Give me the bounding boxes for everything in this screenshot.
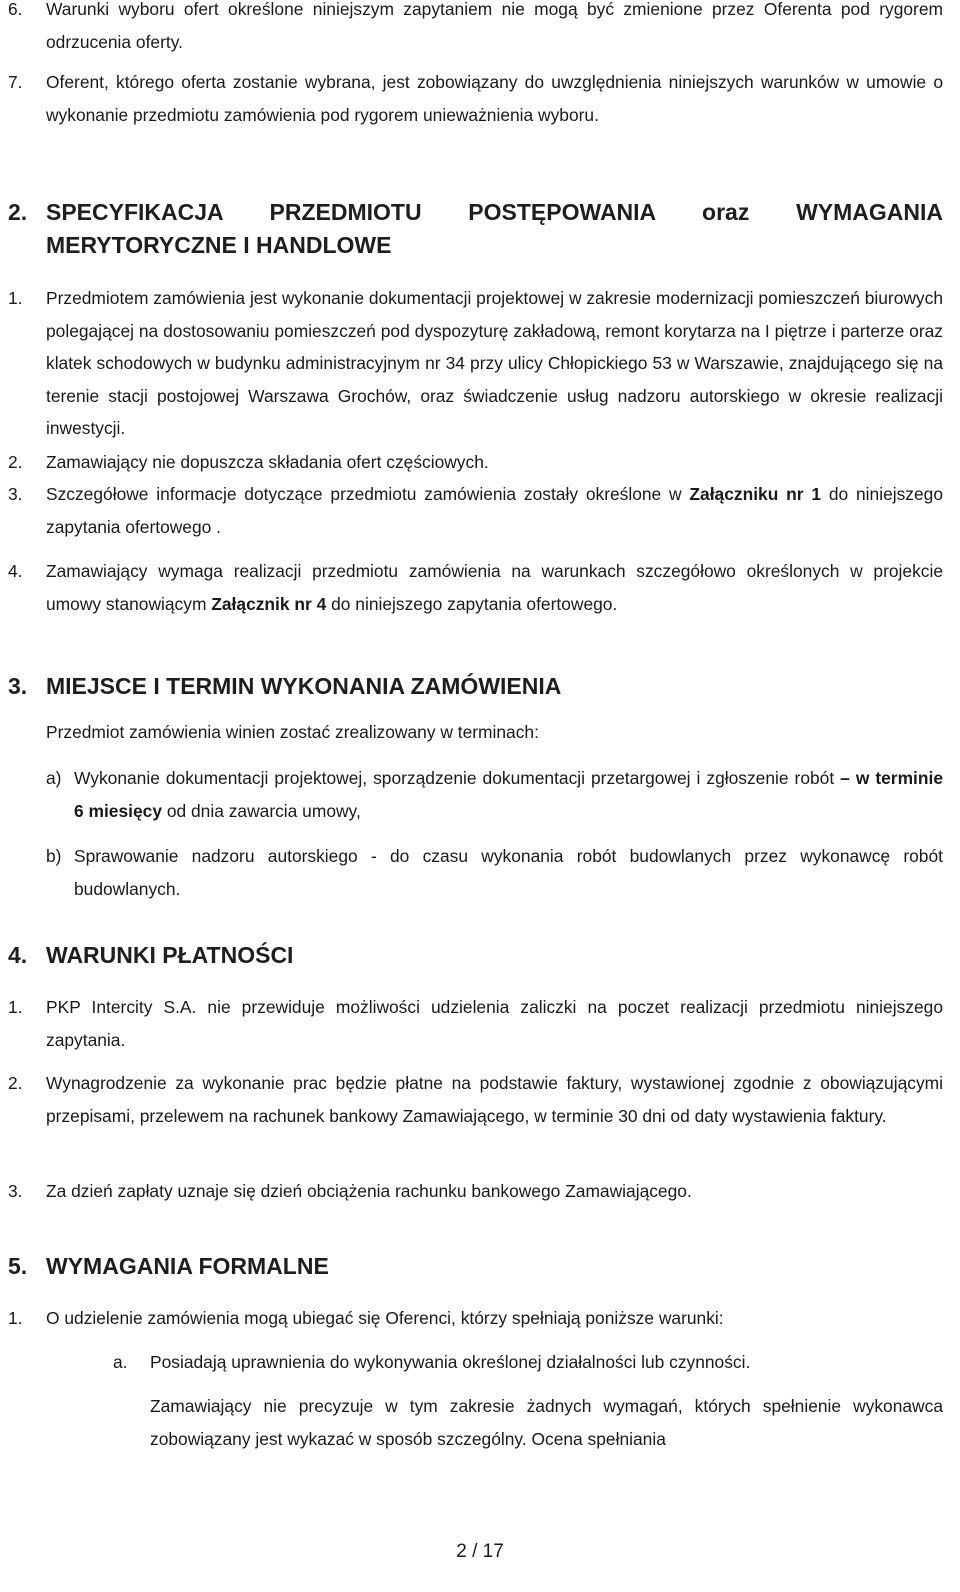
item-label: a)	[46, 768, 62, 788]
item-text	[74, 762, 943, 827]
section-number: 3.	[8, 673, 28, 699]
list-item	[8, 1175, 943, 1208]
text-run: do niniejszego zapytania ofertowego.	[326, 593, 618, 614]
list-item	[8, 282, 943, 446]
item-label: a.	[113, 1352, 128, 1372]
item-number: 2.	[8, 452, 23, 472]
text-run: od dnia zawarcia umowy,	[162, 800, 361, 821]
item-text: Oferent, którego oferta zostanie wybrana, jest zobowiązany do uwzględnienia niniejszych warunków w umowie o wykonanie przedmiotu zamówienia pod rygorem unieważnienia wyboru.	[46, 72, 943, 125]
item-number: 1.	[8, 1308, 23, 1328]
item-text: Sprawowanie nadzoru autorskiego - do czasu wykonania robót budowlanych przez wykonawcę robót budowlanych.	[74, 846, 943, 899]
item-number: 2.	[8, 1073, 23, 1093]
item-text: O udzielenie zamówienia mogą ubiegać się Oferenci, którzy spełniają poniższe warunki:	[46, 1308, 724, 1328]
section-number: 4.	[8, 942, 28, 968]
section-number: 5.	[8, 1253, 28, 1279]
section-number: 2.	[8, 199, 28, 225]
list-item	[113, 1346, 943, 1379]
item-number: 6.	[8, 0, 23, 19]
section-heading	[8, 196, 943, 262]
item-number: 4.	[8, 561, 23, 581]
item-text: Warunki wyboru ofert określone niniejszym zapytaniem nie mogą być zmienione przez Oferenta pod rygorem odrzucenia oferty.	[46, 0, 943, 52]
section-heading	[8, 670, 943, 703]
page-number: 2 / 17	[456, 1541, 504, 1562]
item-number: 3.	[8, 484, 23, 504]
section-title-line2: MERYTORYCZNE I HANDLOWE	[46, 232, 392, 258]
item-text: PKP Intercity S.A. nie przewiduje możliwości udzielenia zaliczki na poczet realizacji przedmiotu niniejszego zapytania.	[46, 997, 943, 1050]
item-text: Za dzień zapłaty uznaje się dzień obciążenia rachunku bankowego Zamawiającego.	[46, 1181, 692, 1201]
note-paragraph: Zamawiający nie precyzuje w tym zakresie żadnych wymagań, których spełnienie wykonawca zobowiązany jest wykazać w sposób szczególny. Ocena spełniania	[150, 1396, 943, 1449]
item-text: Przedmiotem zamówienia jest wykonanie dokumentacji projektowej w zakresie modernizacji pomieszczeń biurowych polegającej na dostosowaniu pomieszczeń pod dyspozyturę zakładową, remont korytarza na I piętrze i parterze oraz klatek schodowych w budynku administracyjnym nr 34 przy ulicy Chłopickiego 53 w Warszawie, znajdującego się na terenie stacji postojowej Warszawa Grochów, oraz świadczenie usług nadzoru autorskiego w okresie realizacji inwestycji.	[46, 288, 943, 439]
item-text	[46, 478, 943, 543]
text-run: Szczegółowe informacje dotyczące przedmiotu zamówienia zostały określone w	[46, 484, 690, 504]
item-text: Zamawiający nie dopuszcza składania ofert częściowych.	[46, 452, 489, 472]
item-number: 3.	[8, 1181, 23, 1201]
list-item	[46, 762, 943, 828]
section-title: MIEJSCE I TERMIN WYKONANIA ZAMÓWIENIA	[46, 673, 562, 699]
item-label: b)	[46, 846, 62, 866]
bold-reference: Załączniku nr 1	[689, 484, 822, 504]
list-item	[8, 1067, 943, 1166]
list-item	[8, 66, 943, 132]
text-run: do niniejszego zapytania ofertowego .	[46, 484, 944, 537]
text-run: Wykonanie dokumentacji projektowej, sporządzenie dokumentacji przetargowej i zgłoszenie robót	[74, 768, 841, 788]
item-text: Posiadają uprawnienia do wykonywania określonej działalności lub czynności.	[150, 1352, 751, 1372]
item-text	[46, 555, 943, 620]
list-item	[8, 446, 943, 479]
section-title: WYMAGANIA FORMALNE	[46, 1253, 329, 1279]
list-item	[8, 478, 943, 544]
section-heading	[8, 939, 943, 972]
section-heading	[8, 1250, 943, 1283]
list-item	[8, 555, 943, 621]
section-title-line1: SPECYFIKACJA PRZEDMIOTU POSTĘPOWANIA oraz WYMAGANIA	[46, 199, 943, 225]
item-number: 1.	[8, 997, 23, 1017]
list-item	[8, 991, 943, 1057]
list-item	[8, 0, 943, 59]
bold-term: – w terminie 6 miesięcy	[74, 768, 943, 821]
section-title: WARUNKI PŁATNOŚCI	[46, 942, 294, 968]
item-text: Wynagrodzenie za wykonanie prac będzie płatne na podstawie faktury, wystawionej zgodnie z obowiązującymi przepisami, przelewem na rachunek bankowy Zamawiającego, w terminie 30 dni od daty wystawienia faktury.	[46, 1073, 943, 1126]
list-item	[46, 840, 943, 906]
list-item	[8, 1302, 943, 1335]
item-number: 1.	[8, 288, 23, 308]
text-run: Zamawiający wymaga realizacji przedmiotu zamówienia na warunkach szczegółowo określonych w projekcie umowy stanowiącym	[46, 561, 943, 614]
item-number: 7.	[8, 72, 23, 92]
bold-reference: Załącznik nr 4	[211, 593, 327, 614]
section-intro: Przedmiot zamówienia winien zostać zrealizowany w terminach:	[46, 722, 539, 742]
